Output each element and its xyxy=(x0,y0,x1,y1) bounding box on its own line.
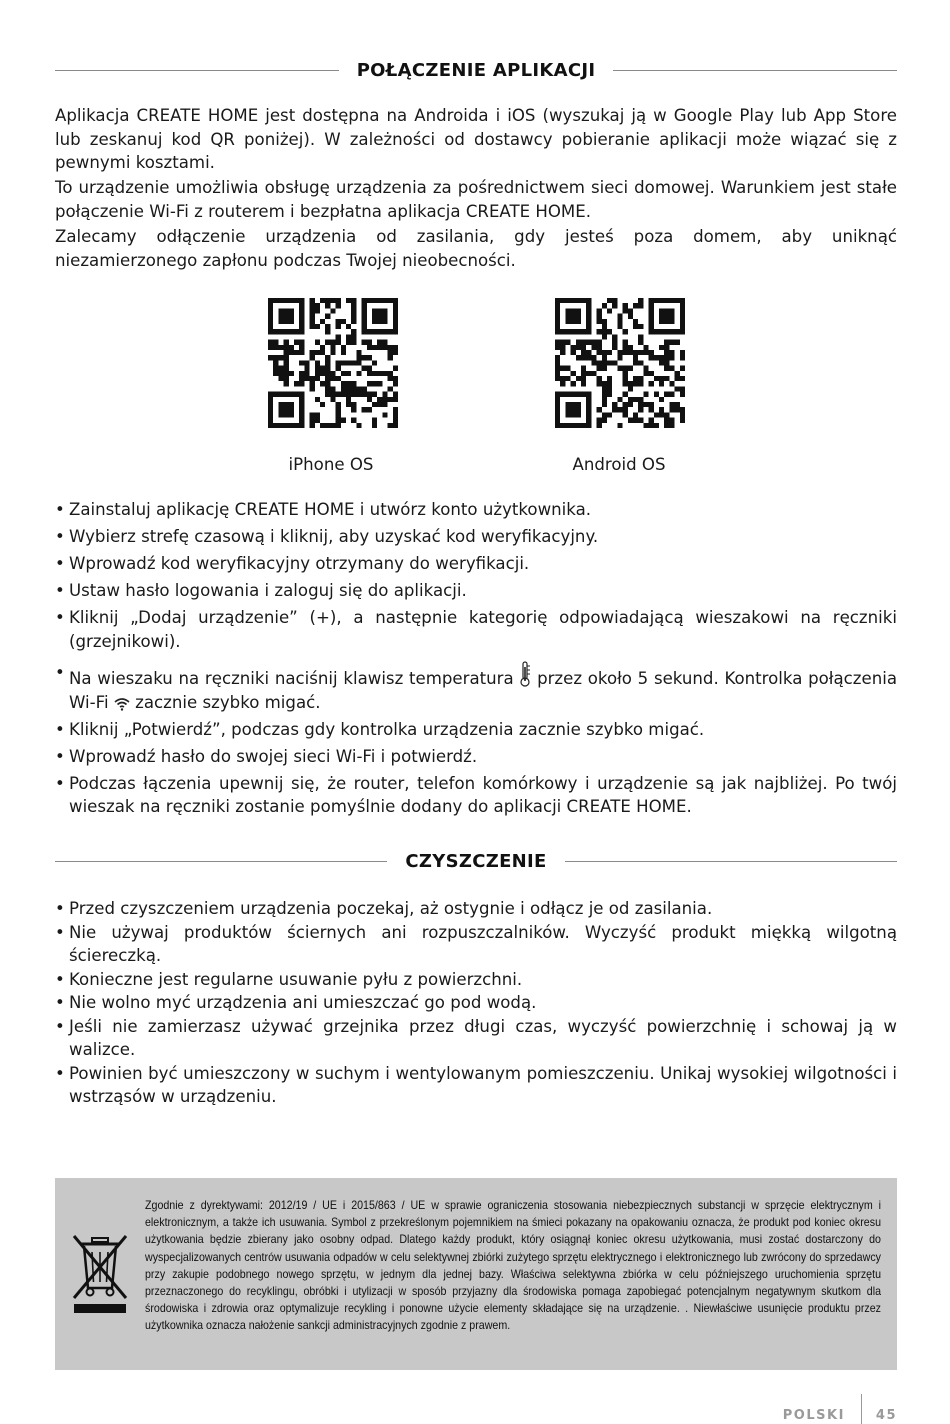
footer-separator xyxy=(861,1394,862,1424)
intro-paragraph-1: Aplikacja CREATE HOME jest dostępna na Androida i iOS (wyszukaj ją w Google Play lub App Store lub zeskanuj kod QR poniżej). W zależności od dostawcy pobieranie aplikacji może wiązać się z pewnymi kosztami. xyxy=(55,106,897,172)
cleaning-list xyxy=(55,897,897,1109)
list-item: • Nie używaj produktów ściernych ani rozpuszczalników. Wyczyść produkt miękką wilgotną ściereczką. xyxy=(55,921,897,968)
qr-code-icon[interactable] xyxy=(555,298,685,428)
list-item: • Wybierz strefę czasową i kliknij, aby uzyskać kod weryfikacyjny. xyxy=(55,525,897,549)
list-item: • Przed czyszczeniem urządzenia poczekaj, aż ostygnie i odłącz je od zasilania. xyxy=(55,897,897,921)
section-heading: CZYSZCZENIE xyxy=(405,850,547,872)
list-item: • Kliknij „Dodaj urządzenie” (+), a następnie kategorię odpowiadającą wieszakowi na ręczniki (grzejnikowi). xyxy=(55,606,897,653)
list-item: • Nie wolno myć urządzenia ani umieszczać go pod wodą. xyxy=(55,991,897,1015)
qr-label-ios: iPhone OS xyxy=(288,455,374,474)
list-item: • Powinien być umieszczony w suchym i wentylowanym pomieszczeniu. Unikaj wysokiej wilgotności i wstrząsów w urządzeniu. xyxy=(55,1062,897,1109)
title-rule-right xyxy=(613,70,897,71)
step-temperature-text-2: przez około 5 sekund. Kontrolka połączenia Wi-Fi xyxy=(69,669,898,712)
step-temperature-text-3: zacznie szybko migać. xyxy=(135,692,321,712)
crossed-bin-icon xyxy=(70,1232,130,1316)
title-rule-right xyxy=(565,861,897,862)
page-number: 45 xyxy=(875,1407,897,1423)
title-rule-left xyxy=(55,861,387,862)
section-title-app-connection xyxy=(55,58,897,82)
section-title-cleaning xyxy=(55,849,897,873)
page-footer xyxy=(783,1398,897,1424)
list-item: • Wprowadź kod weryfikacyjny otrzymany do weryfikacji. xyxy=(55,552,897,576)
list-item: • Ustaw hasło logowania i zaloguj się do aplikacji. xyxy=(55,579,897,603)
step-temperature-text-1: Na wieszaku na ręczniki naciśnij klawisz temperatura xyxy=(69,669,514,688)
qr-label-android: Android OS xyxy=(572,455,666,474)
list-item: • Konieczne jest regularne usuwanie pyłu z powierzchni. xyxy=(55,968,897,992)
wifi-icon xyxy=(114,697,130,711)
footer-language: POLSKI xyxy=(782,1407,845,1423)
weee-notice-text: Zgodnie z dyrektywami: 2012/19 / UE i 2015/863 / UE w sprawie ograniczenia stosowania niebezpiecznych substancji w sprzęcie elektrycznym i elektronicznym, a także ich usuwania. Symbol z przekreślonym pojemnikiem na śmieci pokazany na opakowaniu oznacza, że produkt pod koniec okresu użytkowania będzie zbierany jako osobny odpad. Dlatego każdy produkt, który osiągnął koniec okresu użytkowania, musi zostać dostarczony do wyspecjalizowanych centrów usuwania odpadów w celu selektywnej zbiórki zużytego sprzętu elektrycznego i elektronicznego lub zwrócony do sprzedawcy przy zakupie podobnego nowego sprzętu, w jednym dla jednej bazy. Właściwa selektywna zbiórka w celu późniejszego uruchomienia sprzętu przeznaczonego do recyklingu, obróbki i utylizacji w sposób przyjazny dla środowiska pomaga zapobiegać potencjalnym negatywnym skutkom dla środowiska i zdrowia oraz optymalizuje recykling i ponowne użycie elementy składające się na urządzenie. . Niewłaściwe usunięcie produktu przez użytkownika oznacza nałożenie sankcji administracyjnych zgodnie z prawem. xyxy=(145,1199,881,1333)
intro-paragraph-2: To urządzenie umożliwia obsługę urządzenia za pośrednictwem sieci domowej. Warunkiem jest stałe połączenie Wi-Fi z routerem i bezpłatna aplikacja CREATE HOME. xyxy=(55,178,897,221)
list-item xyxy=(55,661,897,714)
weee-notice-box xyxy=(55,1178,897,1370)
list-item: • Podczas łączenia upewnij się, że router, telefon komórkowy i urządzenie są jak najbliżej. Po twój wieszak na ręczniki zostanie pomyślnie dodany do aplikacji CREATE HOME. xyxy=(55,772,897,819)
title-rule-left xyxy=(55,70,339,71)
section-heading: POŁĄCZENIE APLIKACJI xyxy=(356,59,596,81)
qr-code-icon[interactable] xyxy=(268,298,398,428)
list-item: • Zainstaluj aplikację CREATE HOME i utwórz konto użytkownika. xyxy=(55,498,897,522)
list-item: • Jeśli nie zamierzasz używać grzejnika przez długi czas, wyczyść powierzchnię i schowaj ją w walizce. xyxy=(55,1015,897,1062)
intro-paragraph-3: Zalecamy odłączenie urządzenia od zasilania, gdy jesteś poza domem, aby uniknąć niezamierzonego zapłonu podczas Twojej nieobecności. xyxy=(55,227,897,270)
setup-steps-list xyxy=(55,498,897,819)
thermometer-icon xyxy=(519,661,531,687)
list-item: • Kliknij „Potwierdź”, podczas gdy kontrolka urządzenia zacznie szybko migać. xyxy=(55,718,897,742)
list-item: • Wprowadź hasło do swojej sieci Wi-Fi i potwierdź. xyxy=(55,745,897,769)
